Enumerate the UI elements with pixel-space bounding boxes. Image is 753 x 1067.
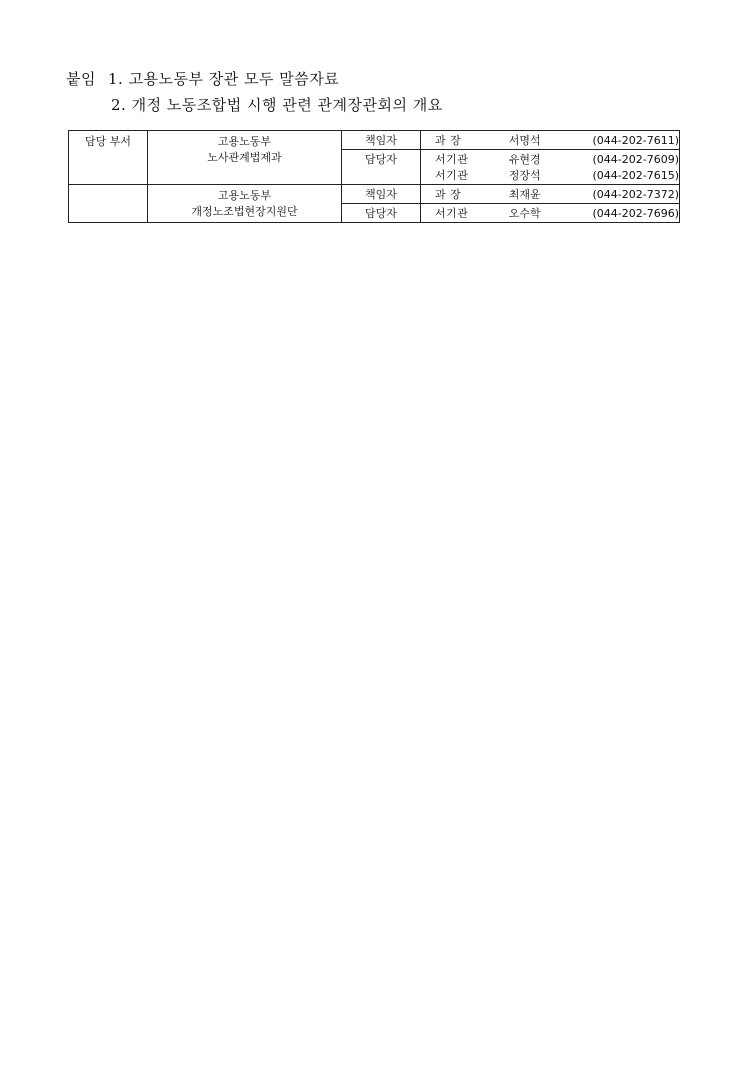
people-cell (421, 185, 680, 204)
attachment-prefix: 붙임 (66, 70, 96, 88)
person-row (421, 206, 679, 222)
table-row (69, 185, 680, 204)
people-cell (421, 204, 680, 223)
person-phone: (044-202-7696) (592, 207, 679, 220)
attachment-item-2 (66, 92, 443, 118)
people-cell (421, 131, 680, 150)
person-position: 과 장 (435, 188, 462, 201)
attachment-item-1 (66, 66, 443, 92)
person-phone: (044-202-7372) (592, 188, 679, 201)
person-position: 서기관 (435, 169, 469, 182)
department-header-cell (69, 131, 148, 185)
department-unit: 노사관계법제과 (207, 151, 282, 164)
person-name: 서명석 (508, 134, 541, 147)
attachments-section (66, 66, 443, 118)
role-label: 담당자 (365, 153, 397, 166)
department-header-label: 담당 부서 (84, 135, 131, 148)
contact-table (68, 130, 680, 223)
person-phone: (044-202-7611) (592, 134, 679, 147)
attachment-item-2-text: 2. 개정 노동조합법 시행 관련 관계장관회의 개요 (111, 96, 443, 114)
department-header-cell-empty (69, 185, 148, 223)
person-row (421, 133, 679, 149)
role-cell (342, 204, 421, 223)
person-position: 과 장 (435, 134, 462, 147)
role-cell (342, 185, 421, 204)
person-row (421, 187, 679, 203)
person-position: 서기관 (435, 207, 469, 220)
people-cell (421, 150, 680, 185)
role-label: 담당자 (365, 207, 397, 220)
person-name: 오수학 (508, 207, 541, 220)
role-cell (342, 131, 421, 150)
person-position: 서기관 (435, 153, 469, 166)
person-row (421, 168, 679, 184)
role-label: 책임자 (365, 188, 397, 201)
department-org: 고용노동부 (217, 135, 272, 148)
person-name: 정장석 (508, 169, 541, 182)
department-org: 고용노동부 (217, 189, 272, 202)
role-label: 책임자 (365, 134, 397, 147)
department-unit: 개정노조법현장지원단 (191, 205, 298, 218)
person-name: 최재윤 (508, 188, 541, 201)
table-row (69, 131, 680, 150)
department-name-cell (148, 185, 342, 223)
department-name-cell (148, 131, 342, 185)
person-row (421, 152, 679, 168)
person-name: 유현경 (508, 153, 541, 166)
role-cell (342, 150, 421, 185)
person-phone: (044-202-7609) (592, 153, 679, 166)
attachment-item-1-text: 1. 고용노동부 장관 모두 말씀자료 (108, 70, 340, 88)
person-phone: (044-202-7615) (592, 169, 679, 182)
